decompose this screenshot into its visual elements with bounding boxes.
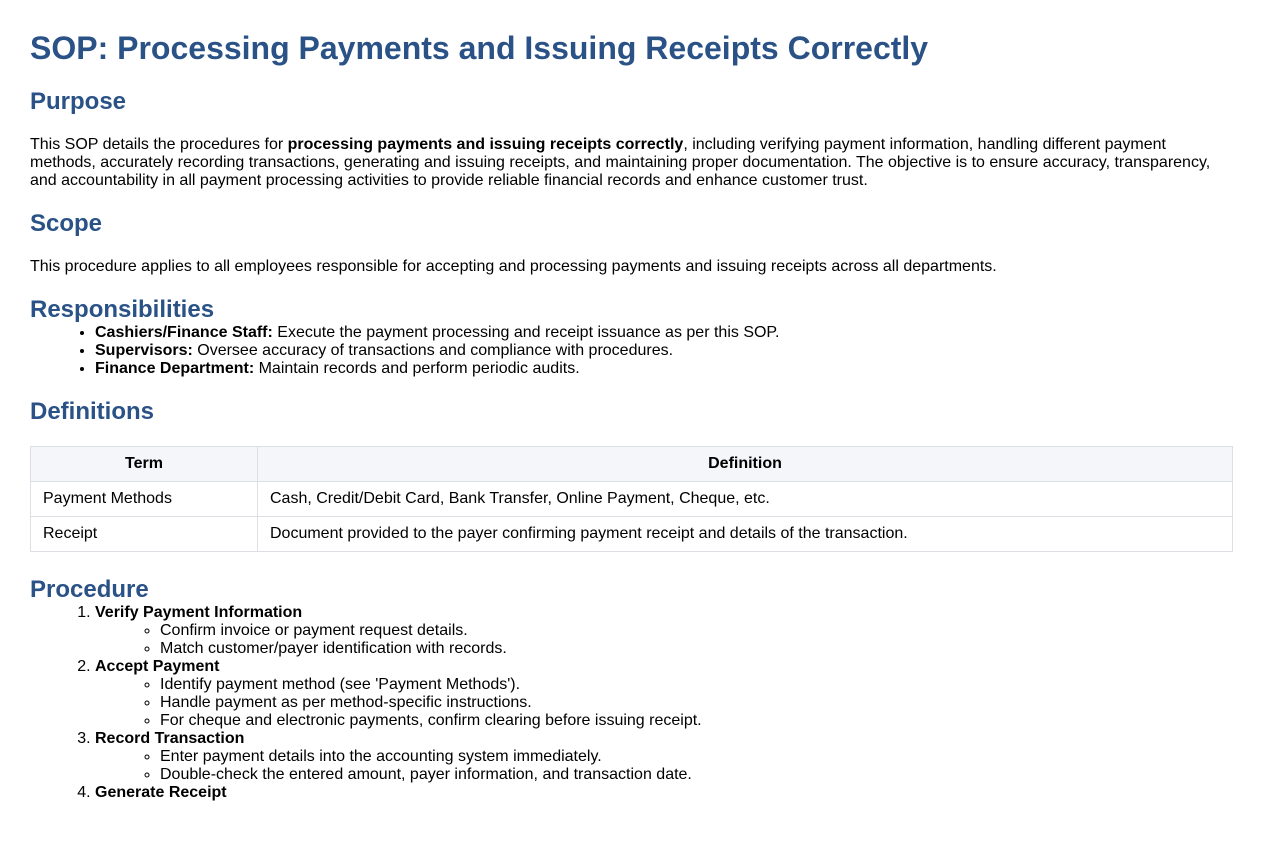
purpose-text-before: This SOP details the procedures for bbox=[30, 136, 288, 153]
responsibility-desc: Oversee accuracy of transactions and compliance with procedures. bbox=[192, 342, 674, 359]
responsibility-role: Cashiers/Finance Staff: bbox=[95, 324, 273, 341]
definitions-table bbox=[30, 446, 1233, 552]
column-header-term: Term bbox=[31, 447, 258, 482]
responsibility-role: Supervisors: bbox=[95, 342, 193, 359]
purpose-heading: Purpose bbox=[30, 88, 127, 115]
responsibility-role: Finance Department: bbox=[95, 360, 255, 377]
term-cell: Payment Methods bbox=[31, 482, 258, 517]
step-title: Generate Receipt bbox=[95, 784, 227, 801]
scope-text: This procedure applies to all employees responsible for accepting and processing payments and issuing receipts across all departments. bbox=[30, 258, 997, 275]
definition-cell: Document provided to the payer confirming payment receipt and details of the transaction. bbox=[258, 517, 1233, 552]
purpose-text-after: , including verifying payment information, handling different payment methods, accurately recording transactions, generating and issuing receipts, and maintaining proper documentation. The objective is to ensure accuracy, transparency, and accountability in all payment processing activities to provide reliable financial records and enhance customer trust. bbox=[30, 136, 1211, 189]
step-title: Accept Payment bbox=[95, 658, 220, 675]
substep: ◦ Double-check the entered amount, payer information, and transaction date. bbox=[160, 766, 1233, 784]
substep: ◦ Confirm invoice or payment request details. bbox=[160, 622, 1233, 640]
procedure-steps bbox=[30, 604, 1233, 802]
substep: ◦ Match customer/payer identification with records. bbox=[160, 640, 1233, 658]
procedure-step bbox=[95, 784, 1233, 802]
purpose-text-bold: processing payments and issuing receipts correctly bbox=[287, 136, 684, 153]
procedure-step bbox=[95, 730, 1233, 784]
responsibility-item bbox=[95, 360, 1233, 378]
table-header-row bbox=[31, 447, 1233, 482]
responsibility-desc: Maintain records and perform periodic audits. bbox=[254, 360, 580, 377]
step-title: Record Transaction bbox=[95, 730, 245, 747]
page-title: SOP: Processing Payments and Issuing Receipts Correctly bbox=[30, 30, 929, 66]
procedure-step bbox=[95, 658, 1233, 730]
step-title: Verify Payment Information bbox=[95, 604, 303, 621]
responsibility-item bbox=[95, 324, 1233, 342]
substep: ◦ Handle payment as per method-specific instructions. bbox=[160, 694, 1233, 712]
purpose-text bbox=[30, 136, 1233, 190]
procedure-step bbox=[95, 604, 1233, 658]
table-row bbox=[31, 517, 1233, 552]
definition-cell: Cash, Credit/Debit Card, Bank Transfer, Online Payment, Cheque, etc. bbox=[258, 482, 1233, 517]
substep: ◦ Identify payment method (see 'Payment Methods'). bbox=[160, 676, 1233, 694]
column-header-definition: Definition bbox=[258, 447, 1233, 482]
substep: ◦ For cheque and electronic payments, confirm clearing before issuing receipt. bbox=[160, 712, 1233, 730]
scope-heading: Scope bbox=[30, 210, 103, 237]
step-substeps bbox=[95, 622, 1233, 658]
term-cell: Receipt bbox=[31, 517, 258, 552]
responsibility-desc: Execute the payment processing and receipt issuance as per this SOP. bbox=[272, 324, 780, 341]
responsibilities-heading: Responsibilities bbox=[30, 296, 215, 323]
substep: ◦ Enter payment details into the accounting system immediately. bbox=[160, 748, 1233, 766]
responsibility-item bbox=[95, 342, 1233, 360]
procedure-heading: Procedure bbox=[30, 576, 149, 603]
definitions-heading: Definitions bbox=[30, 398, 154, 425]
responsibilities-list bbox=[30, 324, 1233, 378]
step-substeps bbox=[95, 748, 1233, 784]
step-substeps bbox=[95, 676, 1233, 730]
table-row bbox=[31, 482, 1233, 517]
